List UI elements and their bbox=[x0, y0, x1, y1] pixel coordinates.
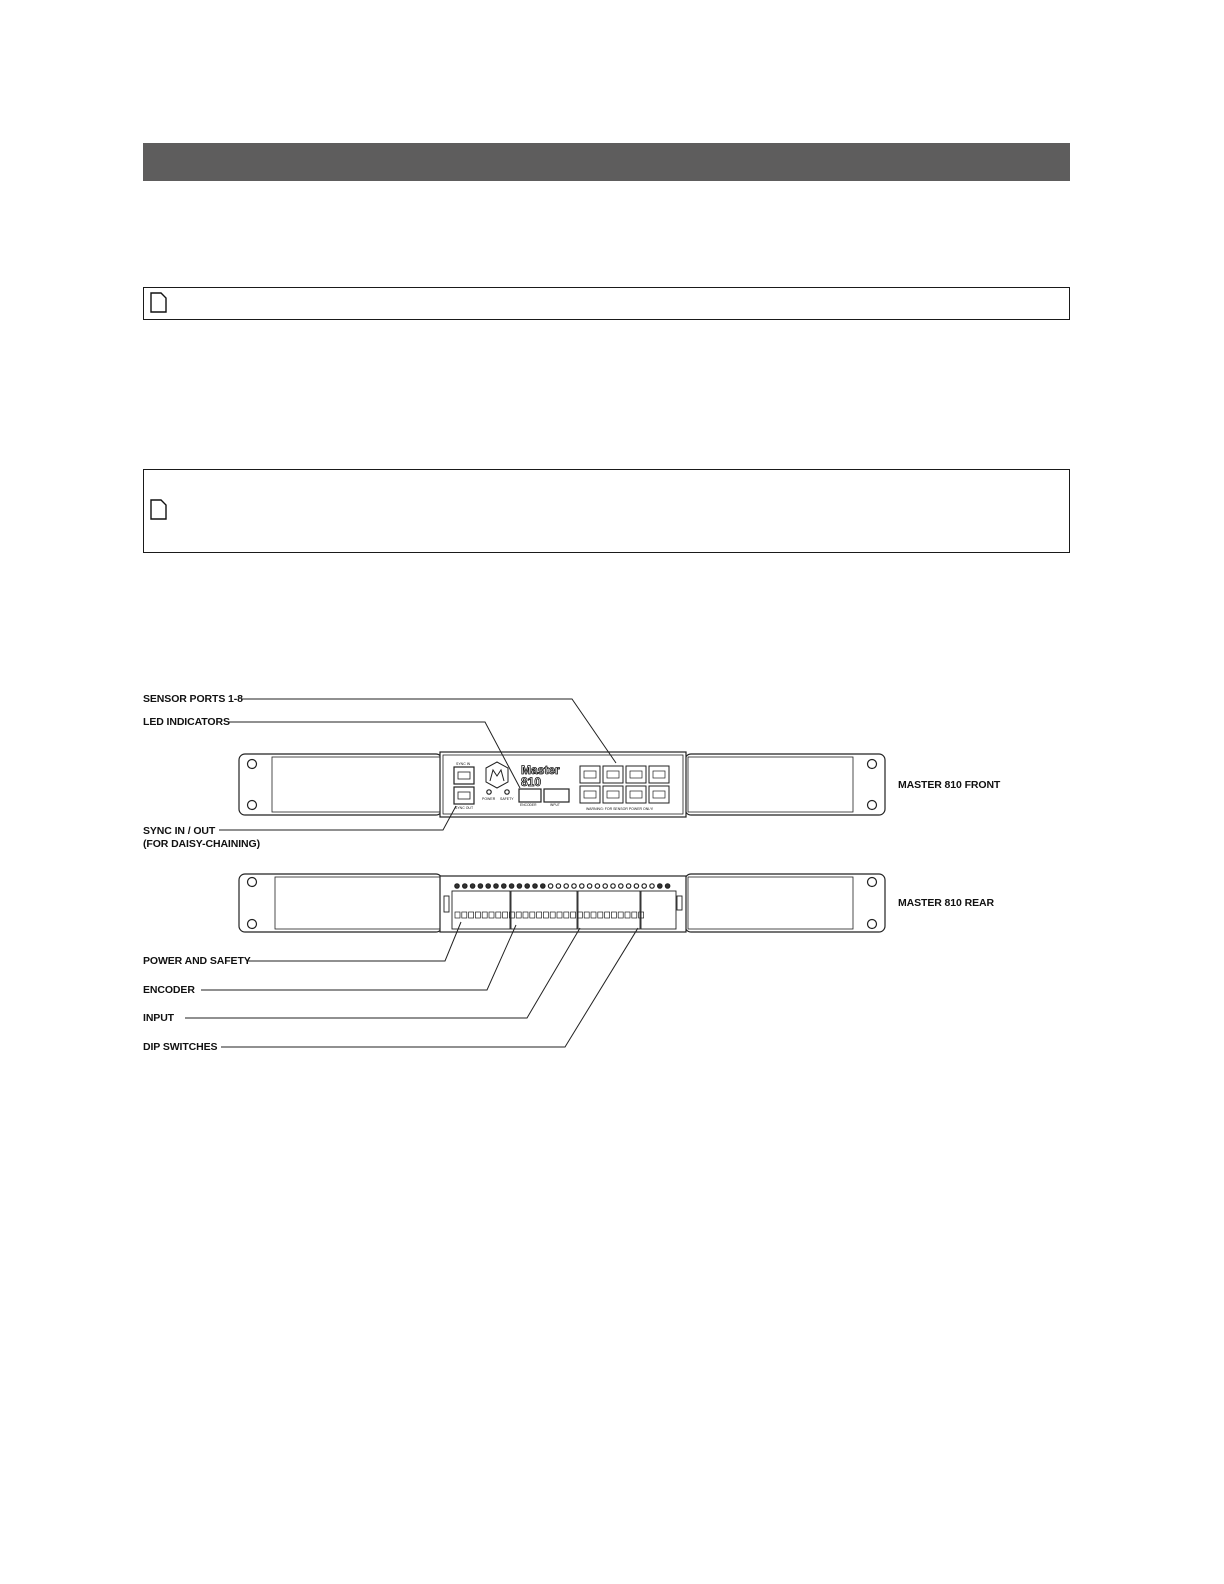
rear-led-dot bbox=[665, 884, 669, 888]
safety-label: SAFETY bbox=[500, 797, 514, 801]
power-label: POWER bbox=[482, 797, 496, 801]
device-model: 810 bbox=[521, 775, 542, 789]
sync-in-label: SYNC IN bbox=[456, 762, 471, 766]
front-view bbox=[239, 752, 885, 817]
rear-led-dot bbox=[455, 884, 459, 888]
callout-sensor-ports: SENSOR PORTS 1-8 bbox=[143, 693, 243, 705]
input-label: INPUT bbox=[550, 803, 560, 807]
rear-led-dot bbox=[517, 884, 521, 888]
rear-rack-ear-right bbox=[685, 874, 885, 932]
rear-view bbox=[239, 874, 885, 932]
callout-sync-in-out: SYNC IN / OUT bbox=[143, 825, 216, 837]
front-rack-ear-right bbox=[685, 754, 885, 815]
label-master-front: MASTER 810 FRONT bbox=[898, 779, 1001, 791]
rear-led-dot bbox=[525, 884, 529, 888]
callout-encoder: ENCODER bbox=[143, 984, 195, 996]
callout-input: INPUT bbox=[143, 1012, 175, 1024]
rear-rack-ear-left bbox=[239, 874, 442, 932]
rear-led-dot bbox=[494, 884, 498, 888]
rear-led-dot bbox=[463, 884, 467, 888]
rear-led-dot bbox=[533, 884, 537, 888]
leader-lines bbox=[185, 699, 638, 1047]
rear-led-dot bbox=[541, 884, 545, 888]
callout-dip-switches: DIP SWITCHES bbox=[143, 1041, 218, 1053]
rear-led-dot bbox=[470, 884, 474, 888]
callout-led-indicators: LED INDICATORS bbox=[143, 716, 230, 728]
rear-led-dot bbox=[486, 884, 490, 888]
rear-led-dot bbox=[509, 884, 513, 888]
callout-daisy-chaining: (FOR DAISY-CHAINING) bbox=[143, 838, 260, 850]
rear-led-dot bbox=[658, 884, 662, 888]
label-master-rear: MASTER 810 REAR bbox=[898, 897, 994, 909]
front-rack-ear-left bbox=[239, 754, 442, 815]
sync-out-label: SYNC OUT bbox=[455, 806, 474, 810]
rear-panel bbox=[440, 876, 686, 932]
rear-led-dot bbox=[478, 884, 482, 888]
rear-led-dot bbox=[502, 884, 506, 888]
device-brand: Master bbox=[521, 763, 560, 777]
encoder-label: ENCODER bbox=[520, 803, 537, 807]
callout-power-safety: POWER AND SAFETY bbox=[143, 955, 251, 967]
warning-label: WARNING: FOR SENSOR POWER ONLY! bbox=[586, 807, 654, 811]
